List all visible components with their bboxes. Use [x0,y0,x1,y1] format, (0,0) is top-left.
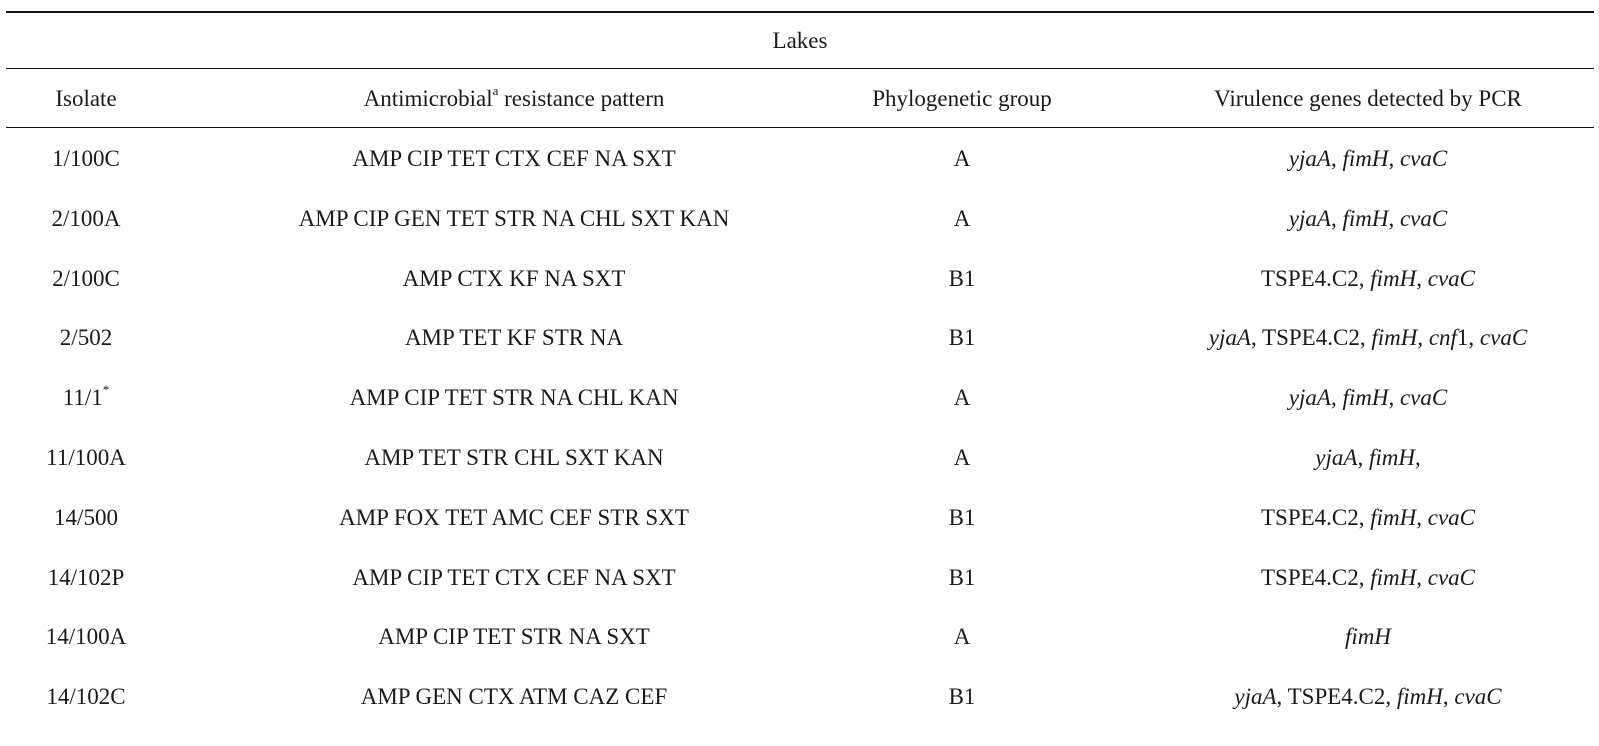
gene-name: fimH [1396,684,1443,709]
isolate-id: 2/100C [52,266,120,291]
gene-separator: , [1414,445,1421,470]
gene-name: fimH [1368,445,1415,470]
cell-resistance-pattern: AMP TET KF STR NA [404,325,624,350]
gene-separator: , [1416,266,1428,291]
cell-resistance-pattern: AMP TET STR CHL SXT KAN [364,445,664,470]
cell-resistance-pattern: AMP CIP TET CTX CEF NA SXT [352,146,676,171]
cell-isolate [52,265,120,293]
cell-resistance-pattern: AMP GEN CTX ATM CAZ CEF [360,684,668,709]
gene-separator: , [1417,325,1429,350]
header-virulence-genes: Virulence genes detected by PCR [1214,86,1522,111]
header-pattern-prefix: Antimicrobial [363,86,493,111]
gene-name: yjaA [1288,206,1331,231]
cell-resistance-pattern: AMP CTX KF NA SXT [402,266,626,291]
cell-virulence-genes [1345,623,1391,651]
gene-separator: , [1388,146,1400,171]
gene-separator: , [1388,385,1400,410]
gene-separator: TSPE4.C2, [1260,505,1371,530]
gene-name: cvaC [1427,505,1476,530]
cell-virulence-genes [1289,384,1447,412]
gene-name: cnf [1428,325,1457,350]
gene-separator: , [1330,146,1343,171]
cell-phylogenetic-group: A [953,385,971,410]
gene-separator: , TSPE4.C2, [1250,325,1372,350]
isolate-id: 14/100A [45,624,127,649]
gene-name: fimH [1371,325,1418,350]
table-caption: Lakes [772,28,828,53]
gene-name: cvaC [1427,565,1476,590]
cell-isolate [46,683,125,711]
gene-name: fimH [1370,505,1417,530]
gene-name: cvaC [1479,325,1528,350]
gene-separator: , [1442,684,1455,709]
cell-isolate [63,384,110,412]
gene-separator: , TSPE4.C2, [1276,684,1397,709]
header-resistance-pattern [364,85,665,113]
gene-separator: , [1357,445,1369,470]
cell-phylogenetic-group: B1 [948,684,976,709]
gene-name: cvaC [1399,146,1448,171]
cell-virulence-genes [1234,683,1501,711]
cell-resistance-pattern: AMP CIP TET CTX CEF NA SXT [352,565,676,590]
cell-phylogenetic-group: A [953,206,971,231]
gene-name: yjaA [1234,684,1277,709]
header-pattern-suffix: resistance pattern [498,86,665,111]
isolate-id: 2/100A [51,206,121,231]
cell-phylogenetic-group: B1 [948,565,976,590]
gene-name: fimH [1342,206,1389,231]
isolate-id: 14/500 [54,505,118,530]
header-rule [6,127,1594,128]
cell-virulence-genes [1261,504,1475,532]
header-isolate: Isolate [55,86,117,111]
gene-name: cvaC [1399,206,1448,231]
gene-name: cvaC [1454,684,1502,709]
isolate-id: 11/1 [62,385,103,410]
cell-isolate [48,564,125,592]
cell-resistance-pattern: AMP CIP GEN TET STR NA CHL SXT KAN [298,206,730,231]
caption-rule [6,68,1594,69]
gene-separator: , [1416,565,1428,590]
isolate-id: 2/502 [59,325,113,350]
cell-phylogenetic-group: B1 [948,505,976,530]
cell-isolate [52,145,120,173]
top-rule [6,11,1594,13]
gene-separator: , [1388,206,1400,231]
gene-name: cvaC [1427,266,1476,291]
isolate-id: 14/102C [46,684,126,709]
cell-isolate [46,623,127,651]
gene-name: yjaA [1315,445,1358,470]
gene-separator: TSPE4.C2, [1260,565,1371,590]
isolate-id: 14/102P [47,565,125,590]
gene-separator: , [1416,505,1428,530]
cell-isolate [60,324,112,352]
isolate-id: 1/100C [52,146,120,171]
cell-resistance-pattern: AMP CIP TET STR NA CHL KAN [349,385,679,410]
cell-virulence-genes [1315,444,1420,472]
footnote-marker-a: a [492,83,499,99]
cell-virulence-genes [1261,564,1475,592]
cell-phylogenetic-group: A [953,146,971,171]
cell-isolate [54,504,118,532]
cell-resistance-pattern: AMP CIP TET STR NA SXT [378,624,650,649]
isolate-id: 11/100A [46,445,126,470]
cell-virulence-genes [1209,324,1527,352]
gene-name: cvaC [1399,385,1448,410]
cell-phylogenetic-group: A [953,445,971,470]
gene-name: yjaA [1208,325,1251,350]
cell-virulence-genes [1261,265,1475,293]
gene-name: yjaA [1288,385,1331,410]
gene-name: fimH [1345,624,1391,649]
gene-name: fimH [1370,565,1417,590]
cell-isolate [52,205,121,233]
header-phylogenetic-group: Phylogenetic group [872,86,1052,111]
gene-separator: TSPE4.C2, [1260,266,1371,291]
gene-name: fimH [1342,385,1389,410]
gene-separator: , [1330,206,1343,231]
gene-name: yjaA [1288,146,1331,171]
gene-separator: 1, [1456,325,1480,350]
gene-separator: , [1330,385,1343,410]
cell-phylogenetic-group: B1 [948,266,976,291]
cell-isolate [46,444,126,472]
gene-name: fimH [1342,146,1389,171]
cell-resistance-pattern: AMP FOX TET AMC CEF STR SXT [339,505,689,530]
gene-name: fimH [1370,266,1417,291]
footnote-marker-star: * [102,382,110,398]
cell-virulence-genes [1289,205,1447,233]
cell-phylogenetic-group: A [953,624,971,649]
cell-phylogenetic-group: B1 [948,325,976,350]
cell-virulence-genes [1289,145,1447,173]
